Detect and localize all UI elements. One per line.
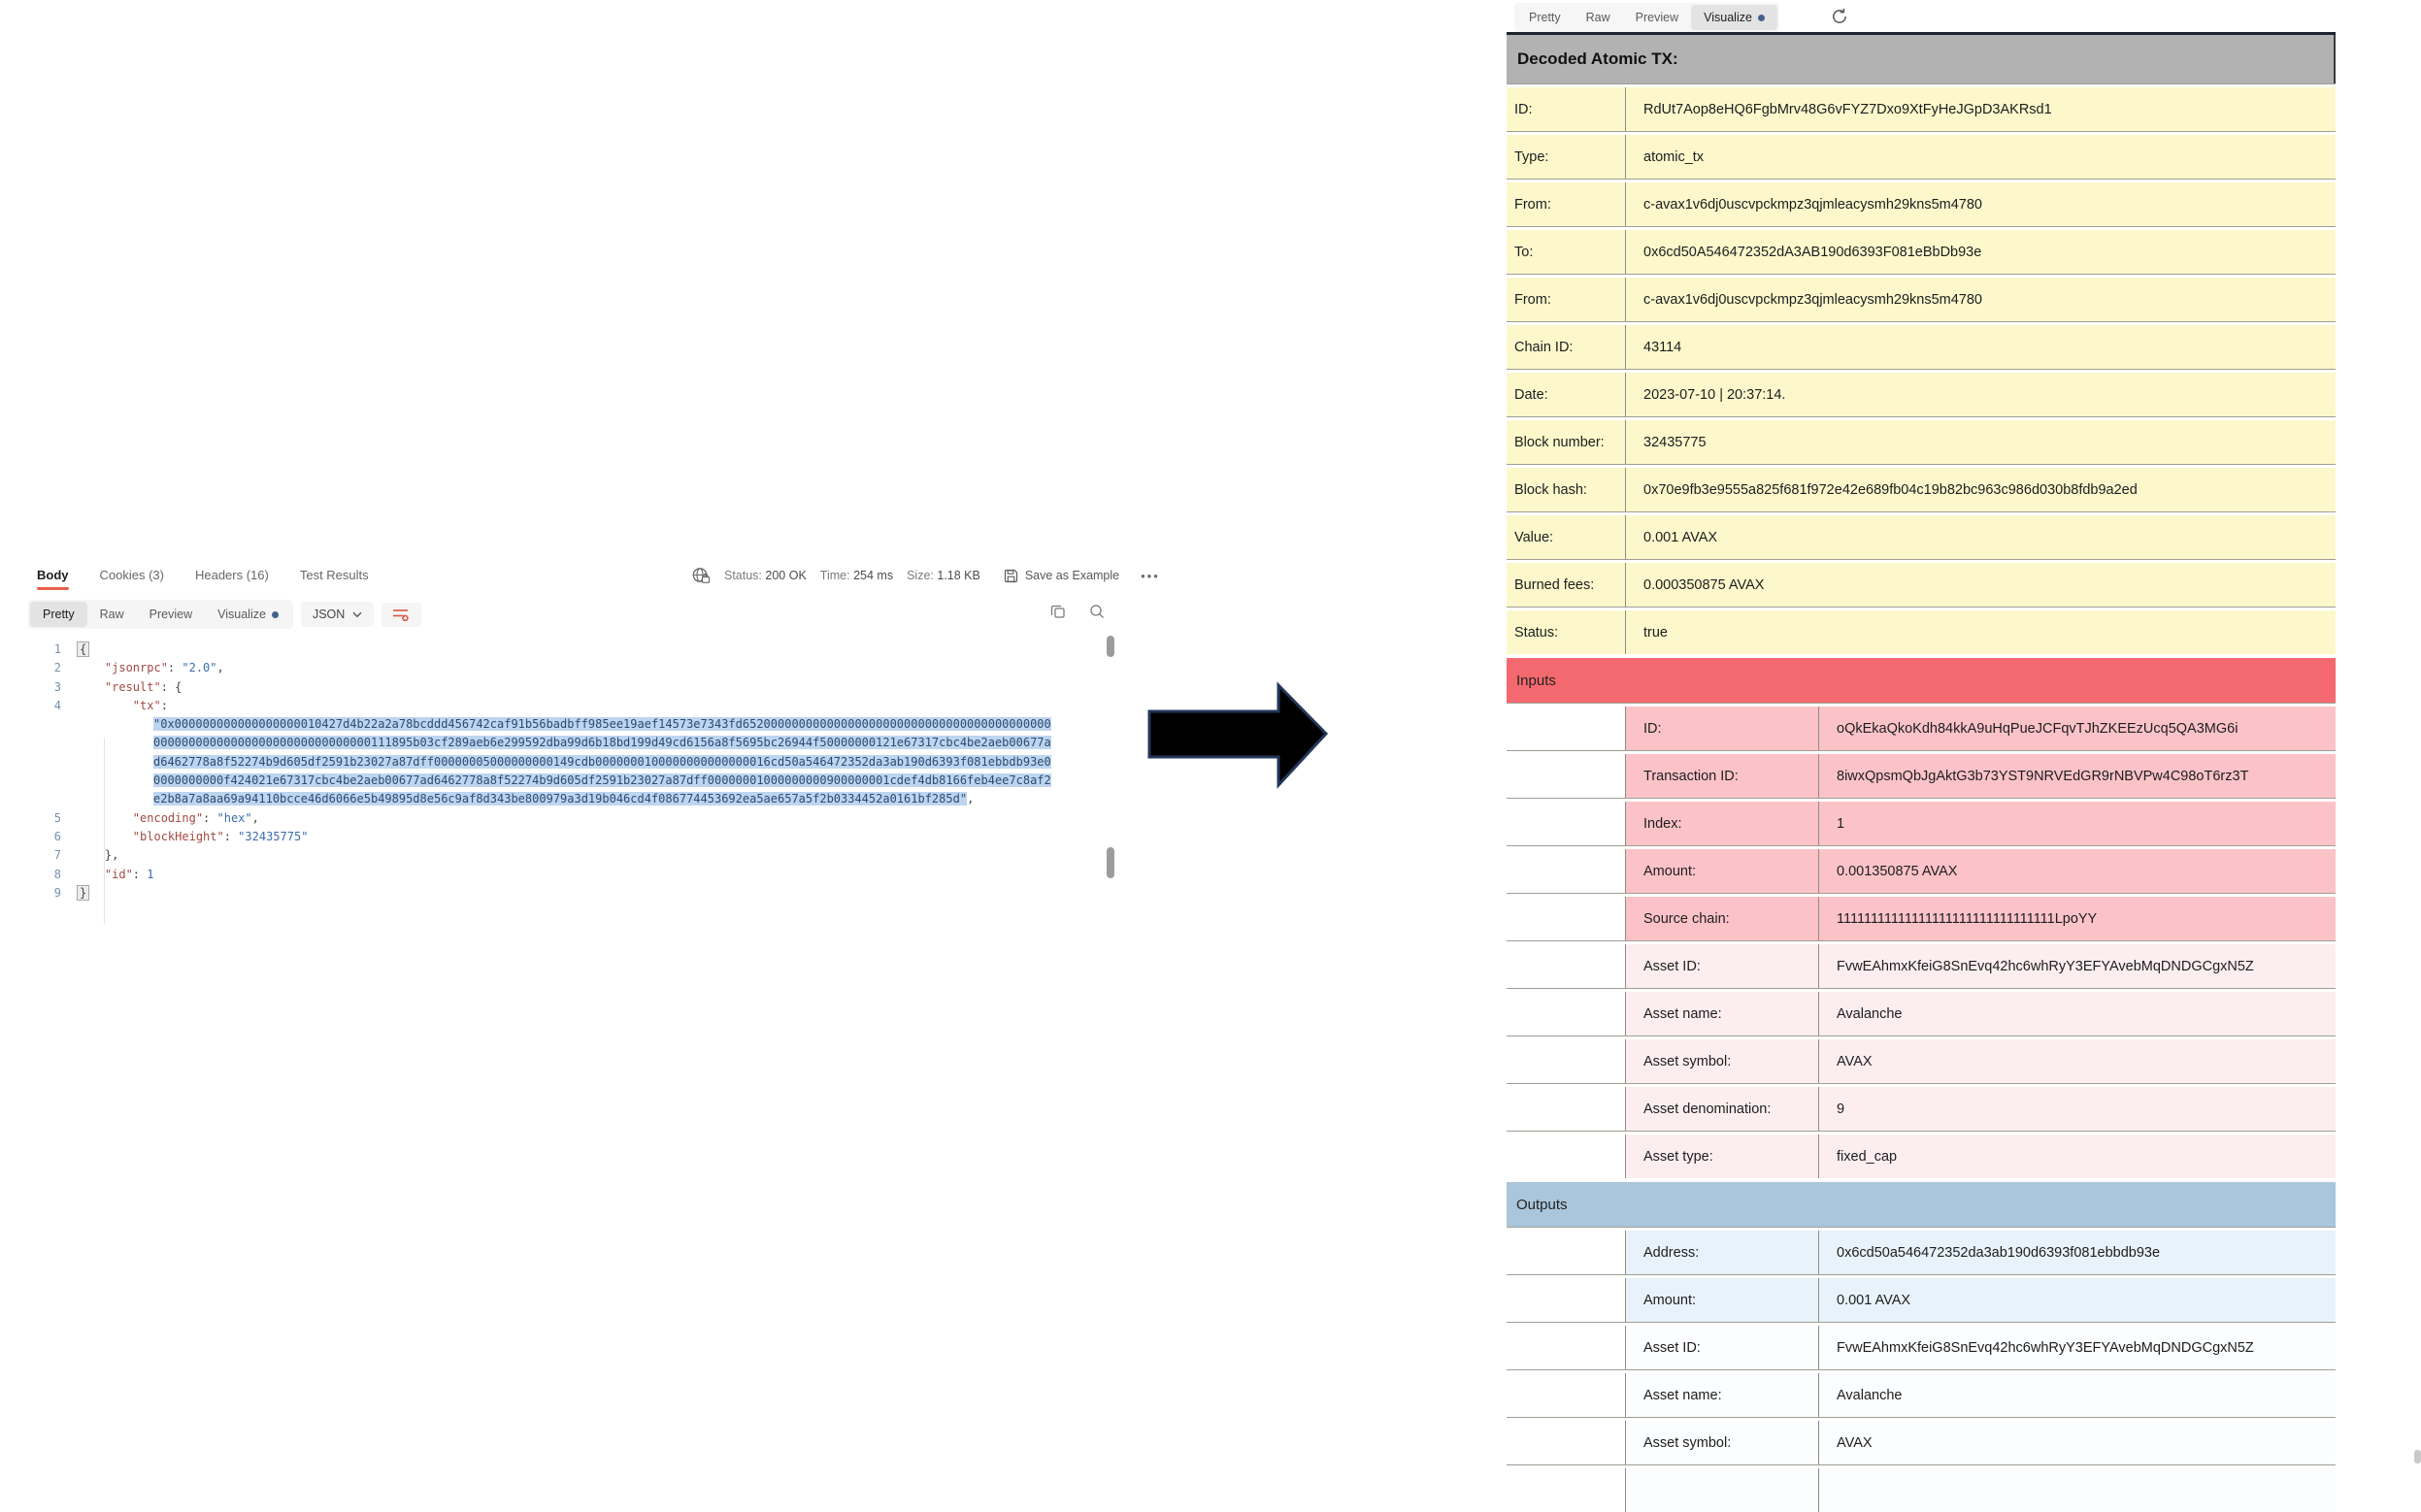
table-row bbox=[1507, 135, 2336, 179]
row-label: Asset ID: bbox=[1626, 944, 1819, 988]
wrap-lines-button[interactable] bbox=[381, 603, 421, 627]
refresh-icon[interactable] bbox=[1831, 8, 1848, 25]
table-row bbox=[1507, 992, 2336, 1035]
code-token-str: "hex" bbox=[216, 810, 252, 825]
more-options-button[interactable]: ••• bbox=[1141, 568, 1160, 583]
code-line-4 bbox=[0, 697, 1138, 715]
row-label: Asset name: bbox=[1626, 992, 1819, 1035]
line-number: 6 bbox=[53, 829, 61, 843]
row-value: AVAX bbox=[1819, 1421, 2336, 1464]
row-label: From: bbox=[1507, 182, 1626, 226]
response-tab-body[interactable]: Body bbox=[37, 568, 69, 592]
code-token-plain: : { bbox=[160, 679, 182, 694]
visualize-dot-icon bbox=[272, 611, 279, 618]
row-label: Asset ID: bbox=[1626, 1326, 1819, 1369]
code-token-plain: } bbox=[77, 885, 89, 901]
code-token-plain: : bbox=[203, 810, 217, 825]
code-line-content bbox=[77, 809, 1109, 828]
body-view-tabs bbox=[28, 600, 293, 629]
code-line-content bbox=[77, 715, 1052, 808]
row-label: ID: bbox=[1626, 707, 1819, 750]
section-header-inputs: Inputs bbox=[1507, 658, 2336, 703]
row-label: Type: bbox=[1507, 135, 1626, 179]
code-token-plain: { bbox=[77, 641, 89, 657]
row-value: c-avax1v6dj0uscvpckmpz3qjmleacysmh29kns5m4780 bbox=[1643, 291, 1982, 308]
search-icon[interactable] bbox=[1089, 604, 1105, 619]
line-number: 7 bbox=[53, 848, 61, 863]
viz-view-tab-raw[interactable] bbox=[1574, 5, 1623, 30]
row-value: oQkEkaQkoKdh84kkA9uHqPueJCFqvTJhZKEEzUcq5QA3MG6i bbox=[1819, 707, 2336, 750]
line-number: 1 bbox=[53, 642, 61, 656]
code-token-plain: , bbox=[251, 810, 259, 825]
visualize-dot-icon bbox=[1758, 15, 1765, 21]
body-view-tab-pretty[interactable] bbox=[30, 602, 87, 627]
row-value: Avalanche bbox=[1819, 1373, 2336, 1417]
code-token-num: 1 bbox=[147, 867, 154, 881]
viz-view-tab-label-pretty: Pretty bbox=[1529, 11, 1561, 24]
table-row bbox=[1507, 802, 2336, 845]
row-value: 32435775 bbox=[1643, 434, 1707, 450]
table-row bbox=[1507, 278, 2336, 321]
viz-view-tab-label-raw: Raw bbox=[1585, 11, 1610, 24]
viz-view-tab-visualize[interactable] bbox=[1691, 5, 1777, 30]
row-label: Asset type: bbox=[1626, 1134, 1819, 1178]
decoded-tx-table bbox=[1507, 32, 2336, 1512]
table-row bbox=[1507, 1468, 2336, 1512]
table-row bbox=[1507, 944, 2336, 988]
line-number: 5 bbox=[53, 810, 61, 825]
row-value: 43114 bbox=[1643, 339, 1682, 355]
table-row bbox=[1507, 1421, 2336, 1464]
row-label: Asset symbol: bbox=[1626, 1039, 1819, 1083]
row-value: 9 bbox=[1819, 1087, 2336, 1131]
code-token-plain: , bbox=[216, 661, 224, 675]
code-line-content bbox=[77, 659, 1080, 677]
table-row bbox=[1507, 1373, 2336, 1417]
row-value: FvwEAhmxKfeiG8SnEvq42hc6whRyY3EFYAvebMqDNDGCgxN5Z bbox=[1819, 1326, 2336, 1369]
code-line-1 bbox=[0, 641, 1138, 659]
time-label: Time: bbox=[819, 569, 850, 582]
visualizer-scrollbar-corner[interactable] bbox=[2414, 1450, 2421, 1463]
table-row bbox=[1507, 230, 2336, 274]
row-spacer-cell bbox=[1507, 1134, 1626, 1178]
size-value: 1.18 KB bbox=[937, 569, 980, 582]
status-code bbox=[724, 569, 807, 582]
visualizer-view-tabs bbox=[1514, 3, 1779, 32]
row-value: 0.000350875 AVAX bbox=[1643, 576, 1765, 593]
row-value: 0x70e9fb3e9555a825f681f972e42e689fb04c19b82bc963c986d030b8fdb9a2ed bbox=[1643, 481, 2138, 498]
row-spacer-cell bbox=[1507, 1087, 1626, 1131]
table-row bbox=[1507, 610, 2336, 654]
table-row bbox=[1507, 1087, 2336, 1131]
table-row bbox=[1507, 707, 2336, 750]
row-label: Block hash: bbox=[1507, 468, 1626, 511]
code-token-key: "tx" bbox=[132, 698, 161, 712]
row-value: Avalanche bbox=[1819, 992, 2336, 1035]
viz-view-tab-preview[interactable] bbox=[1623, 5, 1691, 30]
row-value: 0.001350875 AVAX bbox=[1819, 849, 2336, 893]
code-token-str: "2.0" bbox=[182, 661, 217, 675]
save-as-example-label: Save as Example bbox=[1024, 569, 1120, 582]
code-token-str: "32435775" bbox=[238, 829, 309, 843]
table-row bbox=[1507, 325, 2336, 369]
row-label: Address: bbox=[1626, 1231, 1819, 1274]
body-view-tab-label-visualize: Visualize bbox=[217, 608, 266, 621]
line-number: 3 bbox=[53, 679, 61, 694]
body-view-tab-raw[interactable] bbox=[87, 602, 137, 627]
row-label: To: bbox=[1507, 230, 1626, 274]
line-number bbox=[0, 715, 77, 808]
row-value: 1 bbox=[1819, 802, 2336, 845]
code-line-6 bbox=[0, 828, 1138, 846]
row-label: Amount: bbox=[1626, 849, 1819, 893]
table-row bbox=[1507, 420, 2336, 464]
line-number: 4 bbox=[53, 698, 61, 712]
row-spacer-cell bbox=[1507, 1231, 1626, 1274]
table-row bbox=[1507, 849, 2336, 893]
table-row bbox=[1507, 1039, 2336, 1083]
row-spacer-cell bbox=[1507, 992, 1626, 1035]
code-line-2 bbox=[0, 659, 1138, 677]
code-token-sel: "0x000000000000000000010427d4b22a2a78bcddd456742caf91b56badbff985ee19aef14573e7343fd652000000000000000000000000000000000000000000000000000000000000000000000000111895b03cf289aeb6e299592dba99d6b18bd199d49cd6156a8f5695bc26944f50000000121e67317cbc4be2aeb00677ad6462778a8f52274b9d605df2591b23027a87dff00000005000000000149cdb0000000100000000000000016cd50a546472352da3ab190d6393f081ebbdb93e00000000000f424021e67317cbc4be2aeb00677ad6462778a8f52274b9d605df2591b23027a87dff00000001000000000900000001cdef4db8166feb4ee7c8af2e2b8a7a8aa69a94110bcce46d6066e5b49895d8e56c9af8d343be800979a3d19b046cd4f086774453692ea5ae657a5f2b0334452a0161bf285d" bbox=[153, 717, 1051, 806]
row-label: Block number: bbox=[1507, 420, 1626, 464]
viz-view-tab-pretty[interactable] bbox=[1516, 5, 1574, 30]
code-token-plain: : bbox=[167, 661, 182, 675]
row-label: Burned fees: bbox=[1507, 563, 1626, 607]
code-token-plain: }, bbox=[104, 848, 119, 863]
network-info-icon[interactable] bbox=[691, 566, 711, 585]
code-line-content bbox=[77, 866, 1080, 884]
response-status-bar bbox=[691, 566, 1160, 585]
table-row bbox=[1507, 1231, 2336, 1274]
code-line-content bbox=[77, 641, 1052, 659]
row-value: 0x6cd50a546472352da3ab190d6393f081ebbdb93e bbox=[1819, 1231, 2336, 1274]
language-select[interactable] bbox=[301, 602, 374, 627]
row-spacer-cell bbox=[1507, 802, 1626, 845]
row-label: From: bbox=[1507, 278, 1626, 321]
section-header-outputs: Outputs bbox=[1507, 1182, 2336, 1227]
row-value: 0.001 AVAX bbox=[1643, 529, 1718, 545]
line-number: 8 bbox=[53, 867, 61, 881]
line-number: 2 bbox=[53, 661, 61, 675]
line-number: 9 bbox=[53, 885, 61, 900]
body-view-tab-label-pretty: Pretty bbox=[43, 608, 75, 621]
row-value: atomic_tx bbox=[1643, 148, 1705, 165]
row-label: Index: bbox=[1626, 802, 1819, 845]
row-value: c-avax1v6dj0uscvpckmpz3qjmleacysmh29kns5m4780 bbox=[1643, 196, 1982, 213]
language-select-value: JSON bbox=[312, 608, 346, 621]
code-line-9 bbox=[0, 884, 1138, 903]
code-token-plain: , bbox=[967, 792, 975, 806]
row-value: 11111111111111111111111111111111LpoYY bbox=[1819, 897, 2336, 940]
row-value: AVAX bbox=[1819, 1039, 2336, 1083]
table-row bbox=[1507, 754, 2336, 798]
row-value: 0x6cd50A546472352dA3AB190d6393F081eBbDb93e bbox=[1643, 244, 1982, 260]
body-view-tab-preview[interactable] bbox=[137, 602, 205, 627]
body-view-bar bbox=[28, 600, 421, 629]
table-row bbox=[1507, 373, 2336, 416]
row-label: Date: bbox=[1507, 373, 1626, 416]
code-token-plain: : bbox=[132, 867, 148, 881]
row-spacer-cell bbox=[1507, 1421, 1626, 1464]
row-spacer-cell bbox=[1507, 707, 1626, 750]
chevron-down-icon bbox=[352, 611, 362, 618]
row-value: 8iwxQpsmQbJgAktG3b73YST9NRVEdGR9rNBVPw4C98oT6rz3T bbox=[1819, 754, 2336, 798]
row-label: Asset symbol: bbox=[1626, 1421, 1819, 1464]
status-label: Status: bbox=[724, 569, 762, 582]
row-spacer-cell bbox=[1507, 1468, 1626, 1512]
indent-guide bbox=[104, 738, 105, 924]
row-label: Asset name: bbox=[1626, 1373, 1819, 1417]
row-value: FvwEAhmxKfeiG8SnEvq42hc6whRyY3EFYAvebMqDNDGCgxN5Z bbox=[1819, 944, 2336, 988]
code-scrollbar-thumb-top[interactable] bbox=[1107, 636, 1114, 657]
code-token-key: "jsonrpc" bbox=[104, 661, 168, 675]
size-label: Size: bbox=[907, 569, 934, 582]
row-label: Asset denomination: bbox=[1626, 1087, 1819, 1131]
table-row bbox=[1507, 563, 2336, 607]
row-label: Source chain: bbox=[1626, 897, 1819, 940]
wrap-lines-icon bbox=[393, 608, 410, 621]
table-row bbox=[1507, 468, 2336, 511]
code-line-content bbox=[77, 697, 1109, 715]
row-label: Transaction ID: bbox=[1626, 754, 1819, 798]
status-value: 200 OK bbox=[765, 569, 807, 582]
row-value: true bbox=[1643, 624, 1668, 641]
row-spacer-cell bbox=[1507, 849, 1626, 893]
code-line-content bbox=[77, 828, 1109, 846]
table-row bbox=[1507, 1134, 2336, 1178]
table-row bbox=[1507, 897, 2336, 940]
code-line-7 bbox=[0, 846, 1138, 865]
body-view-tab-label-raw: Raw bbox=[99, 608, 124, 621]
response-tab-bar bbox=[37, 568, 369, 592]
code-token-key: "id" bbox=[104, 867, 133, 881]
row-spacer-cell bbox=[1507, 1278, 1626, 1322]
table-row bbox=[1507, 515, 2336, 559]
save-icon bbox=[1004, 569, 1018, 583]
response-tab-cookies-[interactable]: Cookies (3) bbox=[99, 568, 164, 582]
row-value: fixed_cap bbox=[1819, 1134, 2336, 1178]
code-line-8 bbox=[0, 866, 1138, 884]
row-spacer-cell bbox=[1507, 1039, 1626, 1083]
copy-icon[interactable] bbox=[1050, 604, 1066, 619]
table-row bbox=[1507, 1326, 2336, 1369]
response-tab-test-results[interactable]: Test Results bbox=[299, 568, 369, 582]
row-label: Chain ID: bbox=[1507, 325, 1626, 369]
code-scrollbar-thumb-bottom[interactable] bbox=[1107, 847, 1114, 878]
response-size bbox=[907, 569, 980, 582]
row-label bbox=[1626, 1468, 1819, 1512]
code-token-plain: : bbox=[160, 698, 168, 712]
body-view-tab-visualize[interactable] bbox=[205, 602, 291, 627]
code-token-key: "encoding" bbox=[132, 810, 204, 825]
response-body-code[interactable] bbox=[0, 641, 1138, 903]
row-label: Value: bbox=[1507, 515, 1626, 559]
transform-arrow bbox=[1147, 679, 1332, 791]
code-line-content bbox=[77, 678, 1080, 697]
row-spacer-cell bbox=[1507, 944, 1626, 988]
table-row bbox=[1507, 87, 2336, 131]
code-token-plain: : bbox=[223, 829, 239, 843]
viz-view-tab-label-preview: Preview bbox=[1635, 11, 1679, 24]
row-value: RdUt7Aop8eHQ6FgbMrv48G6vFYZ7Dxo9XtFyHeJGpD3AKRsd1 bbox=[1643, 101, 2052, 117]
response-time bbox=[820, 569, 893, 582]
row-value bbox=[1819, 1468, 2336, 1512]
code-token-key: "blockHeight" bbox=[132, 829, 224, 843]
row-value: 2023-07-10 | 20:37:14. bbox=[1643, 386, 1786, 403]
table-row bbox=[1507, 1278, 2336, 1322]
time-value: 254 ms bbox=[853, 569, 894, 582]
table-row bbox=[1507, 182, 2336, 226]
row-value: 0.001 AVAX bbox=[1819, 1278, 2336, 1322]
code-line-3 bbox=[0, 678, 1138, 697]
row-spacer-cell bbox=[1507, 754, 1626, 798]
row-label: Amount: bbox=[1626, 1278, 1819, 1322]
row-spacer-cell bbox=[1507, 1373, 1626, 1417]
code-line-content bbox=[77, 884, 1052, 903]
row-label: ID: bbox=[1507, 87, 1626, 131]
code-line-wrap bbox=[0, 715, 1138, 808]
table-title: Decoded Atomic TX: bbox=[1507, 35, 2336, 83]
viz-view-tab-label-visualize: Visualize bbox=[1704, 11, 1752, 24]
body-view-tab-label-preview: Preview bbox=[149, 608, 193, 621]
code-line-content bbox=[77, 846, 1080, 865]
row-label: Status: bbox=[1507, 610, 1626, 654]
response-tab-headers-[interactable]: Headers (16) bbox=[194, 568, 269, 582]
save-as-example-button[interactable] bbox=[1004, 569, 1119, 583]
code-line-5 bbox=[0, 809, 1138, 828]
code-token-key: "result" bbox=[104, 679, 161, 694]
row-spacer-cell bbox=[1507, 1326, 1626, 1369]
row-spacer-cell bbox=[1507, 897, 1626, 940]
